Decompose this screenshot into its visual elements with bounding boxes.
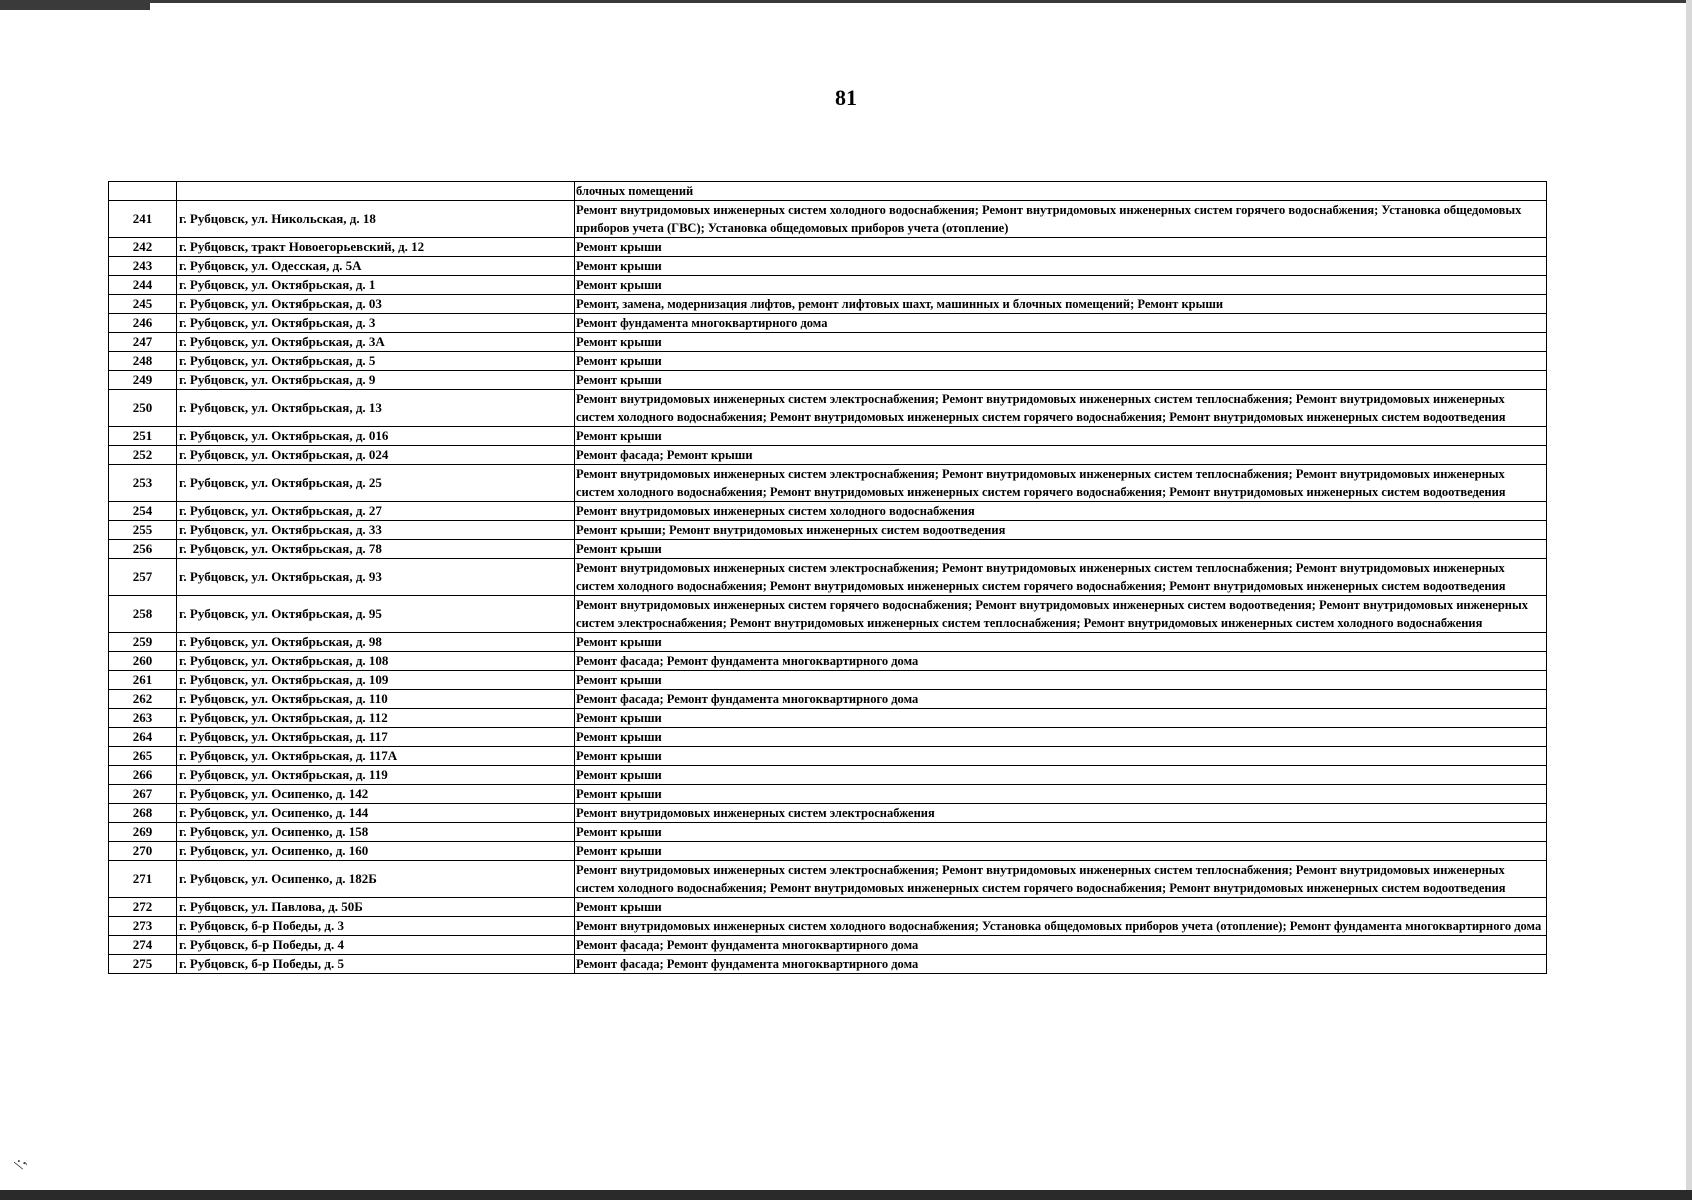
address-cell: г. Рубцовск, ул. Никольская, д. 18 — [177, 201, 575, 238]
row-number-cell: 267 — [109, 785, 177, 804]
works-cell: Ремонт внутридомовых инженерных систем холодного водоснабжения; Ремонт внутридомовых инженерных систем горячего водоснабжения; Установка общедомовых приборов учета (ГВС); Установка общедомовых приборов учета (отопление) — [575, 201, 1547, 238]
address-cell: г. Рубцовск, ул. Октябрьская, д. 25 — [177, 465, 575, 502]
address-cell: г. Рубцовск, ул. Октябрьская, д. 024 — [177, 446, 575, 465]
table-row — [109, 502, 1547, 521]
row-number-cell: 247 — [109, 333, 177, 352]
row-number-cell: 260 — [109, 652, 177, 671]
address-cell — [177, 182, 575, 201]
address-cell: г. Рубцовск, б-р Победы, д. 5 — [177, 955, 575, 974]
row-number-cell: 255 — [109, 521, 177, 540]
address-cell: г. Рубцовск, ул. Октябрьская, д. 9 — [177, 371, 575, 390]
row-number-cell: 272 — [109, 898, 177, 917]
table-row — [109, 861, 1547, 898]
address-cell: г. Рубцовск, ул. Павлова, д. 50Б — [177, 898, 575, 917]
table-row — [109, 766, 1547, 785]
address-cell: г. Рубцовск, ул. Октябрьская, д. 112 — [177, 709, 575, 728]
table-row — [109, 709, 1547, 728]
works-cell: Ремонт фундамента многоквартирного дома — [575, 314, 1547, 333]
works-cell: Ремонт крыши — [575, 898, 1547, 917]
table-row — [109, 352, 1547, 371]
works-cell: Ремонт фасада; Ремонт фундамента многоквартирного дома — [575, 690, 1547, 709]
works-cell: Ремонт крыши; Ремонт внутридомовых инженерных систем водоотведения — [575, 521, 1547, 540]
address-cell: г. Рубцовск, ул. Октябрьская, д. 95 — [177, 596, 575, 633]
table-row — [109, 521, 1547, 540]
scan-edge-top-gap — [150, 3, 1692, 10]
row-number-cell: 246 — [109, 314, 177, 333]
address-cell: г. Рубцовск, ул. Октябрьская, д. 110 — [177, 690, 575, 709]
table-row — [109, 182, 1547, 201]
row-number-cell: 252 — [109, 446, 177, 465]
address-cell: г. Рубцовск, ул. Октябрьская, д. 3А — [177, 333, 575, 352]
table-row — [109, 465, 1547, 502]
works-cell: Ремонт фасада; Ремонт крыши — [575, 446, 1547, 465]
works-cell: Ремонт крыши — [575, 842, 1547, 861]
table-row — [109, 804, 1547, 823]
works-cell: Ремонт внутридомовых инженерных систем электроснабжения; Ремонт внутридомовых инженерных систем теплоснабжения; Ремонт внутридомовых инженерных систем холодного водоснабжения; Ремонт внутридомовых инженерных систем горячего водоснабжения; Ремонт внутридомовых инженерных систем водоотведения — [575, 861, 1547, 898]
table-row — [109, 936, 1547, 955]
works-cell: Ремонт крыши — [575, 540, 1547, 559]
row-number-cell: 241 — [109, 201, 177, 238]
works-cell: Ремонт крыши — [575, 633, 1547, 652]
works-cell: Ремонт крыши — [575, 709, 1547, 728]
row-number-cell: 244 — [109, 276, 177, 295]
table-row — [109, 671, 1547, 690]
works-cell: Ремонт крыши — [575, 257, 1547, 276]
row-number-cell: 269 — [109, 823, 177, 842]
row-number-cell: 268 — [109, 804, 177, 823]
row-number-cell: 259 — [109, 633, 177, 652]
table-row — [109, 823, 1547, 842]
address-cell: г. Рубцовск, тракт Новоегорьевский, д. 12 — [177, 238, 575, 257]
address-cell: г. Рубцовск, ул. Октябрьская, д. 93 — [177, 559, 575, 596]
table-row — [109, 917, 1547, 936]
table-row — [109, 690, 1547, 709]
row-number-cell: 242 — [109, 238, 177, 257]
works-cell: Ремонт фасада; Ремонт фундамента многоквартирного дома — [575, 955, 1547, 974]
row-number-cell: 270 — [109, 842, 177, 861]
table-row — [109, 446, 1547, 465]
table-row — [109, 257, 1547, 276]
works-cell: Ремонт крыши — [575, 728, 1547, 747]
repair-works-table — [108, 181, 1547, 974]
row-number-cell: 266 — [109, 766, 177, 785]
works-cell: Ремонт крыши — [575, 747, 1547, 766]
address-cell: г. Рубцовск, ул. Октябрьская, д. 98 — [177, 633, 575, 652]
table-row — [109, 842, 1547, 861]
table-row — [109, 295, 1547, 314]
table-row — [109, 540, 1547, 559]
address-cell: г. Рубцовск, ул. Октябрьская, д. 117 — [177, 728, 575, 747]
table-row — [109, 728, 1547, 747]
table-row — [109, 898, 1547, 917]
table-row — [109, 559, 1547, 596]
address-cell: г. Рубцовск, ул. Осипенко, д. 158 — [177, 823, 575, 842]
address-cell: г. Рубцовск, ул. Октябрьская, д. 03 — [177, 295, 575, 314]
table-row — [109, 390, 1547, 427]
address-cell: г. Рубцовск, ул. Октябрьская, д. 3 — [177, 314, 575, 333]
table-row — [109, 785, 1547, 804]
row-number-cell: 248 — [109, 352, 177, 371]
address-cell: г. Рубцовск, ул. Осипенко, д. 142 — [177, 785, 575, 804]
row-number-cell: 254 — [109, 502, 177, 521]
table-row — [109, 955, 1547, 974]
works-cell: Ремонт внутридомовых инженерных систем холодного водоснабжения — [575, 502, 1547, 521]
address-cell: г. Рубцовск, ул. Октябрьская, д. 016 — [177, 427, 575, 446]
works-cell: Ремонт крыши — [575, 427, 1547, 446]
works-cell: Ремонт внутридомовых инженерных систем электроснабжения — [575, 804, 1547, 823]
works-cell: Ремонт внутридомовых инженерных систем электроснабжения; Ремонт внутридомовых инженерных систем теплоснабжения; Ремонт внутридомовых инженерных систем холодного водоснабжения; Ремонт внутридомовых инженерных систем горячего водоснабжения; Ремонт внутридомовых инженерных систем водоотведения — [575, 559, 1547, 596]
works-cell: Ремонт внутридомовых инженерных систем электроснабжения; Ремонт внутридомовых инженерных систем теплоснабжения; Ремонт внутридомовых инженерных систем холодного водоснабжения; Ремонт внутридомовых инженерных систем горячего водоснабжения; Ремонт внутридомовых инженерных систем водоотведения — [575, 390, 1547, 427]
scan-edge-right — [1686, 0, 1692, 1200]
row-number-cell: 263 — [109, 709, 177, 728]
address-cell: г. Рубцовск, ул. Октябрьская, д. 78 — [177, 540, 575, 559]
table-row — [109, 371, 1547, 390]
works-cell: Ремонт внутридомовых инженерных систем холодного водоснабжения; Установка общедомовых приборов учета (отопление); Ремонт фундамента многоквартирного дома — [575, 917, 1547, 936]
works-cell: Ремонт крыши — [575, 238, 1547, 257]
works-cell: Ремонт внутридомовых инженерных систем электроснабжения; Ремонт внутридомовых инженерных систем теплоснабжения; Ремонт внутридомовых инженерных систем холодного водоснабжения; Ремонт внутридомовых инженерных систем горячего водоснабжения; Ремонт внутридомовых инженерных систем водоотведения — [575, 465, 1547, 502]
works-cell: Ремонт фасада; Ремонт фундамента многоквартирного дома — [575, 652, 1547, 671]
works-cell: Ремонт крыши — [575, 766, 1547, 785]
address-cell: г. Рубцовск, ул. Осипенко, д. 160 — [177, 842, 575, 861]
address-cell: г. Рубцовск, ул. Осипенко, д. 144 — [177, 804, 575, 823]
row-number-cell: 265 — [109, 747, 177, 766]
row-number-cell: 250 — [109, 390, 177, 427]
row-number-cell: 271 — [109, 861, 177, 898]
address-cell: г. Рубцовск, б-р Победы, д. 4 — [177, 936, 575, 955]
address-cell: г. Рубцовск, ул. Октябрьская, д. 27 — [177, 502, 575, 521]
margin-handwritten-mark: /; — [10, 1156, 30, 1171]
row-number-cell: 256 — [109, 540, 177, 559]
address-cell: г. Рубцовск, ул. Октябрьская, д. 119 — [177, 766, 575, 785]
row-number-cell: 245 — [109, 295, 177, 314]
table-row — [109, 747, 1547, 766]
works-cell: Ремонт крыши — [575, 823, 1547, 842]
row-number-cell: 273 — [109, 917, 177, 936]
address-cell: г. Рубцовск, ул. Октябрьская, д. 33 — [177, 521, 575, 540]
works-cell: Ремонт крыши — [575, 352, 1547, 371]
address-cell: г. Рубцовск, ул. Октябрьская, д. 5 — [177, 352, 575, 371]
works-cell: Ремонт, замена, модернизация лифтов, ремонт лифтовых шахт, машинных и блочных помещений; Ремонт крыши — [575, 295, 1547, 314]
table-row — [109, 427, 1547, 446]
row-number-cell: 243 — [109, 257, 177, 276]
table-row — [109, 314, 1547, 333]
address-cell: г. Рубцовск, ул. Осипенко, д. 182Б — [177, 861, 575, 898]
works-cell: Ремонт крыши — [575, 785, 1547, 804]
table-row — [109, 633, 1547, 652]
works-cell: Ремонт фасада; Ремонт фундамента многоквартирного дома — [575, 936, 1547, 955]
works-cell: Ремонт крыши — [575, 671, 1547, 690]
address-cell: г. Рубцовск, ул. Октябрьская, д. 108 — [177, 652, 575, 671]
row-number-cell — [109, 182, 177, 201]
address-cell: г. Рубцовск, ул. Октябрьская, д. 1 — [177, 276, 575, 295]
scan-edge-bottom — [0, 1190, 1692, 1200]
address-cell: г. Рубцовск, ул. Одесская, д. 5А — [177, 257, 575, 276]
table-row — [109, 652, 1547, 671]
address-cell: г. Рубцовск, ул. Октябрьская, д. 13 — [177, 390, 575, 427]
page-number: 81 — [835, 85, 857, 110]
table-row — [109, 596, 1547, 633]
address-cell: г. Рубцовск, б-р Победы, д. 3 — [177, 917, 575, 936]
works-cell: Ремонт крыши — [575, 276, 1547, 295]
table-body — [109, 182, 1547, 974]
row-number-cell: 258 — [109, 596, 177, 633]
works-cell: Ремонт внутридомовых инженерных систем горячего водоснабжения; Ремонт внутридомовых инженерных систем водоотведения; Ремонт внутридомовых инженерных систем электроснабжения; Ремонт внутридомовых инженерных систем теплоснабжения; Ремонт внутридомовых инженерных систем холодного водоснабжения — [575, 596, 1547, 633]
row-number-cell: 253 — [109, 465, 177, 502]
row-number-cell: 275 — [109, 955, 177, 974]
works-cell: блочных помещений — [575, 182, 1547, 201]
row-number-cell: 251 — [109, 427, 177, 446]
row-number-cell: 257 — [109, 559, 177, 596]
table-row — [109, 333, 1547, 352]
row-number-cell: 274 — [109, 936, 177, 955]
table-row — [109, 201, 1547, 238]
row-number-cell: 249 — [109, 371, 177, 390]
address-cell: г. Рубцовск, ул. Октябрьская, д. 109 — [177, 671, 575, 690]
table-row — [109, 276, 1547, 295]
row-number-cell: 262 — [109, 690, 177, 709]
address-cell: г. Рубцовск, ул. Октябрьская, д. 117А — [177, 747, 575, 766]
row-number-cell: 261 — [109, 671, 177, 690]
works-cell: Ремонт крыши — [575, 371, 1547, 390]
table-row — [109, 238, 1547, 257]
row-number-cell: 264 — [109, 728, 177, 747]
works-cell: Ремонт крыши — [575, 333, 1547, 352]
